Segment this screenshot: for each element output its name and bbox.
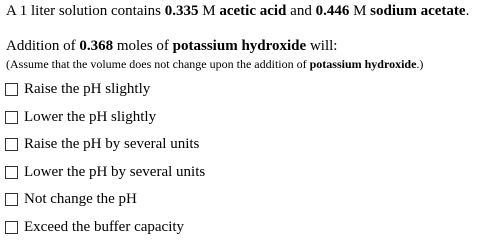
option-label: Raise the pH slightly <box>24 81 151 98</box>
sodium-acetate-concentration: 0.446 <box>315 3 350 19</box>
molarity-unit: M <box>198 3 220 19</box>
answer-option[interactable] <box>5 131 205 159</box>
intro-period: . <box>465 3 470 19</box>
answer-option[interactable] <box>5 159 205 187</box>
intro-prefix: A 1 liter solution contains <box>6 3 165 19</box>
answer-option[interactable] <box>5 186 205 214</box>
option-label: Lower the pH slightly <box>24 108 157 125</box>
checkbox[interactable] <box>5 83 18 96</box>
assumption-note <box>6 57 423 72</box>
option-label: Raise the pH by several units <box>24 136 200 153</box>
answer-options <box>5 76 205 241</box>
question-suffix: will: <box>306 38 338 54</box>
note-suffix: .) <box>416 57 424 71</box>
checkbox[interactable] <box>5 138 18 151</box>
reagent-name: potassium hydroxide <box>172 38 307 54</box>
acid-name: acetic acid <box>219 3 287 19</box>
checkbox[interactable] <box>5 111 18 124</box>
problem-statement <box>6 3 469 20</box>
question-mid: moles of <box>113 38 173 54</box>
salt-name: sodium acetate <box>370 3 466 19</box>
checkbox[interactable] <box>5 221 18 234</box>
question-text <box>6 38 337 55</box>
note-reagent: potassium hydroxide <box>309 57 417 71</box>
checkbox[interactable] <box>5 166 18 179</box>
molarity-unit: M <box>349 3 371 19</box>
answer-option[interactable] <box>5 104 205 132</box>
note-prefix: (Assume that the volume does not change upon the addition of <box>6 57 310 71</box>
acetic-acid-concentration: 0.335 <box>164 3 199 19</box>
answer-option[interactable] <box>5 214 205 242</box>
option-label: Lower the pH by several units <box>24 163 206 180</box>
question-prefix: Addition of <box>6 38 80 54</box>
checkbox[interactable] <box>5 193 18 206</box>
option-label: Not change the pH <box>24 191 137 208</box>
moles-amount: 0.368 <box>79 38 114 54</box>
option-label: Exceed the buffer capacity <box>24 218 185 235</box>
answer-option[interactable] <box>5 76 205 104</box>
intro-conjunction: and <box>286 3 316 19</box>
